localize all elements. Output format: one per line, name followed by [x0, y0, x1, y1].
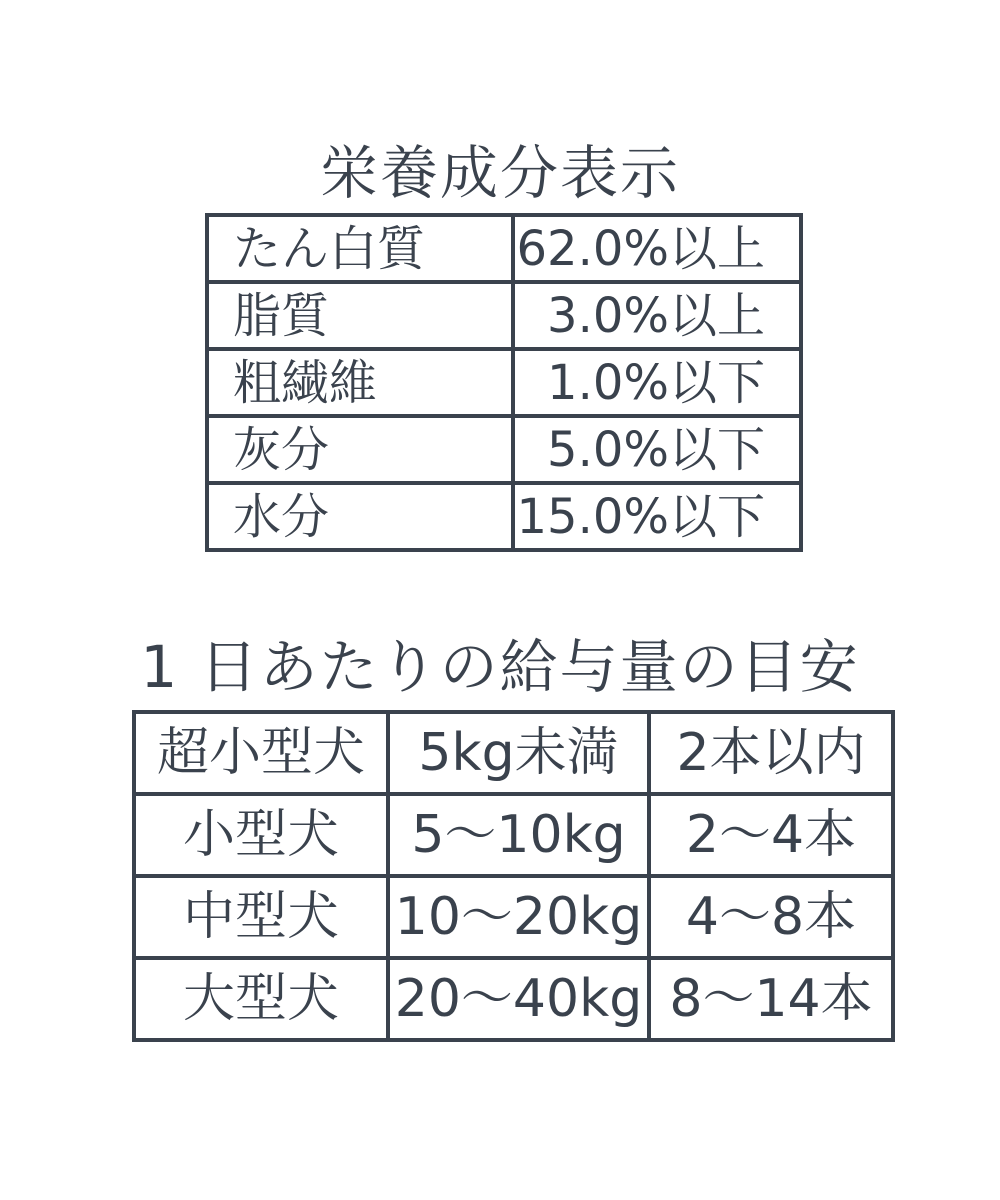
- dog-weight-range: 5〜10kg: [388, 794, 649, 876]
- nutrient-name: 粗繊維: [207, 349, 513, 416]
- feeding-guide-table: [132, 710, 895, 1042]
- table-row: [134, 794, 893, 876]
- table-row: [207, 416, 801, 483]
- table-row: [207, 215, 801, 282]
- dog-size: 小型犬: [134, 794, 388, 876]
- table-row: [207, 483, 801, 550]
- nutrient-value: 3.0%以上: [513, 282, 801, 349]
- nutrient-name: たん白質: [207, 215, 513, 282]
- feeding-guide-title: 1 日あたりの給与量の目安: [140, 633, 860, 701]
- table-row: [207, 349, 801, 416]
- nutrient-value: 15.0%以下: [513, 483, 801, 550]
- dog-weight-range: 5kg未満: [388, 712, 649, 794]
- nutrient-value: 1.0%以下: [513, 349, 801, 416]
- feeding-amount: 2本以内: [649, 712, 893, 794]
- nutrition-title: 栄養成分表示: [319, 139, 680, 207]
- nutrition-table: [205, 213, 803, 552]
- nutrient-value: 62.0%以上: [513, 215, 801, 282]
- feeding-amount: 4〜8本: [649, 876, 893, 958]
- dog-size: 大型犬: [134, 958, 388, 1040]
- dog-weight-range: 10〜20kg: [388, 876, 649, 958]
- table-row: [134, 958, 893, 1040]
- table-row: [134, 876, 893, 958]
- feeding-amount: 8〜14本: [649, 958, 893, 1040]
- dog-size: 中型犬: [134, 876, 388, 958]
- nutrient-name: 水分: [207, 483, 513, 550]
- table-row: [207, 282, 801, 349]
- nutrient-value: 5.0%以下: [513, 416, 801, 483]
- feeding-amount: 2〜4本: [649, 794, 893, 876]
- nutrient-name: 灰分: [207, 416, 513, 483]
- table-row: [134, 712, 893, 794]
- dog-size: 超小型犬: [134, 712, 388, 794]
- nutrient-name: 脂質: [207, 282, 513, 349]
- dog-weight-range: 20〜40kg: [388, 958, 649, 1040]
